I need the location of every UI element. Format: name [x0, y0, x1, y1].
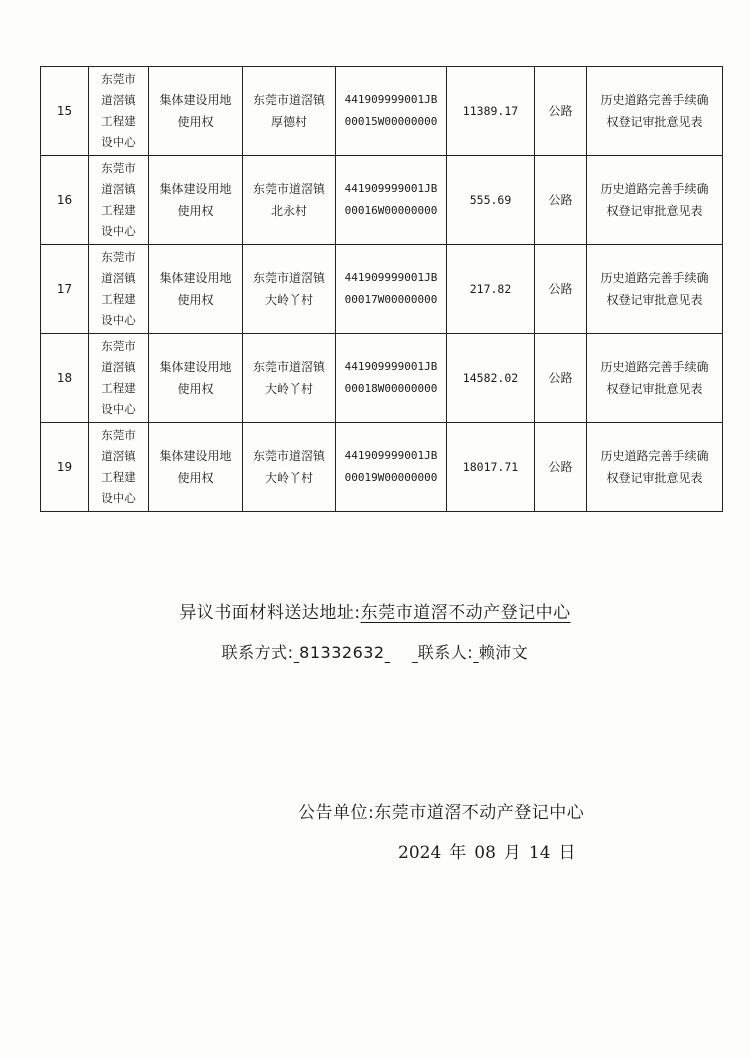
cell-use: 公路 — [535, 67, 587, 156]
cell-right-type: 集体建设用地使用权 — [149, 67, 243, 156]
cell-note: 历史道路完善手续确权登记审批意见表 — [587, 245, 723, 334]
cell-right-type: 集体建设用地使用权 — [149, 334, 243, 423]
issue-date — [398, 838, 584, 863]
cell-area: 14582.02 — [447, 334, 535, 423]
cell-note: 历史道路完善手续确权登记审批意见表 — [587, 334, 723, 423]
contact-person-label: 联系人: — [417, 643, 474, 662]
cell-note: 历史道路完善手续确权登记审批意见表 — [587, 67, 723, 156]
registration-table — [40, 66, 723, 512]
cell-area: 555.69 — [447, 156, 535, 245]
date-month-unit: 月 — [503, 843, 521, 863]
cell-number: 19 — [41, 423, 89, 512]
cell-holder: 东莞市道滘镇工程建设中心 — [89, 334, 149, 423]
issuer-label: 公告单位: — [298, 803, 375, 823]
issuer-name: 东莞市道滘不动产登记中心 — [374, 803, 585, 823]
cell-right-type: 集体建设用地使用权 — [149, 245, 243, 334]
date-year: 2024 — [398, 843, 442, 863]
cell-unit-code: 441909999001JB00018W00000000 — [336, 334, 447, 423]
cell-location: 东莞市道滘镇北永村 — [243, 156, 336, 245]
cell-location: 东莞市道滘镇大岭丫村 — [243, 245, 336, 334]
cell-holder: 东莞市道滘镇工程建设中心 — [89, 423, 149, 512]
cell-holder: 东莞市道滘镇工程建设中心 — [89, 67, 149, 156]
date-day: 14 — [528, 843, 551, 863]
cell-note: 历史道路完善手续确权登记审批意见表 — [587, 423, 723, 512]
cell-number: 15 — [41, 67, 89, 156]
address-value: 东莞市道滘不动产登记中心 — [360, 603, 571, 623]
contact-label: 联系方式: — [221, 643, 294, 662]
cell-unit-code: 441909999001JB00019W00000000 — [336, 423, 447, 512]
table-row — [41, 67, 723, 156]
objection-address-line — [0, 598, 750, 623]
cell-number: 17 — [41, 245, 89, 334]
date-day-unit: 日 — [558, 843, 576, 863]
cell-area: 217.82 — [447, 245, 535, 334]
cell-location: 东莞市道滘镇大岭丫村 — [243, 423, 336, 512]
cell-area: 11389.17 — [447, 67, 535, 156]
cell-right-type: 集体建设用地使用权 — [149, 423, 243, 512]
issuer-line — [298, 798, 584, 823]
table-row — [41, 423, 723, 512]
cell-use: 公路 — [535, 423, 587, 512]
table-row — [41, 156, 723, 245]
table-body — [41, 67, 723, 512]
cell-holder: 东莞市道滘镇工程建设中心 — [89, 245, 149, 334]
contact-phone: 81332632 — [299, 643, 385, 662]
cell-use: 公路 — [535, 334, 587, 423]
cell-use: 公路 — [535, 245, 587, 334]
cell-unit-code: 441909999001JB00017W00000000 — [336, 245, 447, 334]
cell-unit-code: 441909999001JB00016W00000000 — [336, 156, 447, 245]
date-year-unit: 年 — [449, 843, 467, 863]
cell-unit-code: 441909999001JB00015W00000000 — [336, 67, 447, 156]
address-label: 异议书面材料送达地址: — [179, 603, 361, 623]
cell-number: 16 — [41, 156, 89, 245]
cell-use: 公路 — [535, 156, 587, 245]
cell-note: 历史道路完善手续确权登记审批意见表 — [587, 156, 723, 245]
cell-area: 18017.71 — [447, 423, 535, 512]
contact-line — [0, 640, 750, 663]
table-row — [41, 245, 723, 334]
cell-holder: 东莞市道滘镇工程建设中心 — [89, 156, 149, 245]
date-month: 08 — [474, 843, 496, 863]
cell-right-type: 集体建设用地使用权 — [149, 156, 243, 245]
table-row — [41, 334, 723, 423]
cell-number: 18 — [41, 334, 89, 423]
contact-person: 赖沛文 — [478, 643, 529, 662]
cell-location: 东莞市道滘镇厚德村 — [243, 67, 336, 156]
cell-location: 东莞市道滘镇大岭丫村 — [243, 334, 336, 423]
